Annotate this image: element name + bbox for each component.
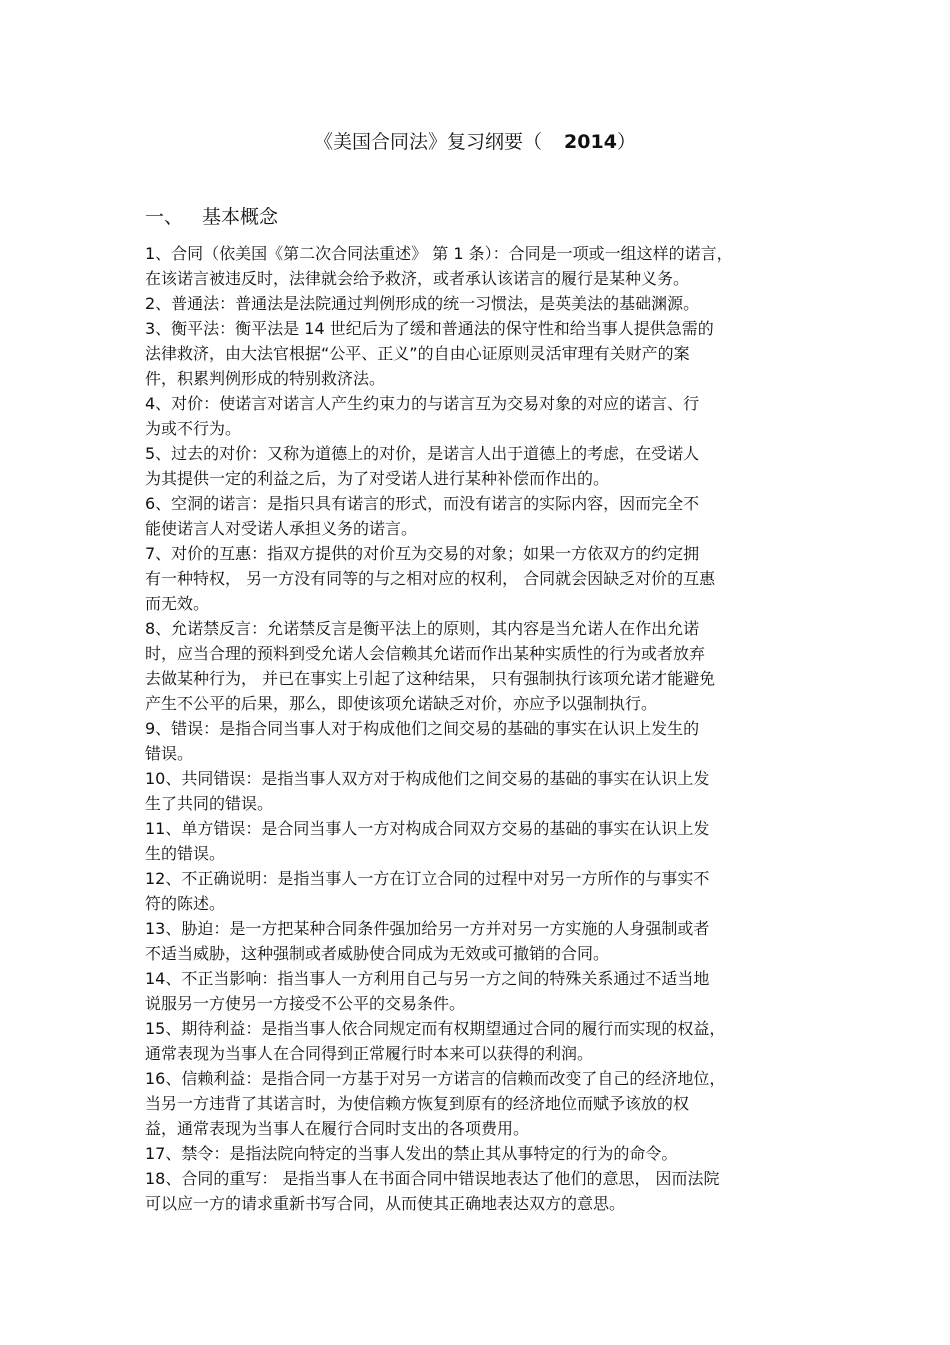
definition-line: 15、期待利益：是指当事人依合同规定而有权期望通过合同的履行而实现的权益，: [145, 1019, 726, 1038]
definition-list: [145, 241, 810, 1216]
definition-line: 益，通常表现为当事人在履行合同时支出的各项费用。: [145, 1119, 530, 1138]
definition-line: 3、衡平法：衡平法是 14 世纪后为了缓和普通法的保守性和给当事人提供急需的: [145, 319, 714, 338]
definition-entry: [145, 1141, 810, 1166]
definition-line: 生的错误。: [145, 844, 226, 863]
definition-line: 为或不行为。: [145, 419, 242, 438]
definition-line: 在该诺言被违反时，法律就会给予救济，或者承认该诺言的履行是某种义务。: [145, 269, 690, 288]
definition-line: 7、对价的互惠：指双方提供的对价互为交易的对象；如果一方依双方的约定拥: [145, 544, 700, 563]
definition-line: 5、过去的对价：又称为道德上的对价，是诺言人出于道德上的考虑，在受诺人: [145, 444, 700, 463]
section-heading: [145, 203, 278, 231]
definition-entry: [145, 866, 810, 916]
document-title-text: 《美国合同法》复习纲要（: [314, 131, 543, 153]
definition-entry: [145, 1066, 810, 1141]
definition-line: 17、禁令：是指法院向特定的当事人发出的禁止其从事特定的行为的命令。: [145, 1144, 678, 1163]
definition-line: 产生不公平的后果，那么，即使该项允诺缺乏对价，亦应予以强制执行。: [145, 694, 658, 713]
document-title-close: ）: [616, 131, 636, 153]
definition-entry: [145, 316, 810, 391]
definition-line: 法律救济，由大法官根据“公平、正义”的自由心证原则灵活审理有关财产的案: [145, 344, 690, 363]
definition-entry: [145, 616, 810, 716]
definition-line: 18、合同的重写： 是指当事人在书面合同中错误地表达了他们的意思， 因而法院: [145, 1169, 720, 1188]
definition-line: 10、共同错误：是指当事人双方对于构成他们之间交易的基础的事实在认识上发: [145, 769, 710, 788]
document-title: [0, 128, 950, 156]
definition-entry: [145, 241, 810, 291]
definition-entry: [145, 816, 810, 866]
definition-line: 生了共同的错误。: [145, 794, 274, 813]
definition-entry: [145, 391, 810, 441]
definition-line: 6、空洞的诺言：是指只具有诺言的形式，而没有诺言的实际内容，因而完全不: [145, 494, 700, 513]
definition-line: 2、普通法：普通法是法院通过判例形成的统一习惯法，是英美法的基础渊源。: [145, 294, 700, 313]
definition-line: 14、不正当影响：指当事人一方利用自己与另一方之间的特殊关系通过不适当地: [145, 969, 710, 988]
definition-entry: [145, 1016, 810, 1066]
document-title-year: 2014: [564, 131, 617, 153]
definition-line: 8、允诺禁反言：允诺禁反言是衡平法上的原则，其内容是当允诺人在作出允诺: [145, 619, 700, 638]
definition-entry: [145, 441, 810, 491]
definition-line: 1、合同（依美国《第二次合同法重述》 第 1 条）：合同是一项或一组这样的诺言，: [145, 244, 733, 263]
definition-entry: [145, 716, 810, 766]
definition-entry: [145, 916, 810, 966]
definition-line: 11、单方错误：是合同当事人一方对构成合同双方交易的基础的事实在认识上发: [145, 819, 710, 838]
definition-line: 9、错误：是指合同当事人对于构成他们之间交易的基础的事实在认识上发生的: [145, 719, 700, 738]
definition-line: 有一种特权， 另一方没有同等的与之相对应的权利， 合同就会因缺乏对价的互惠: [145, 569, 716, 588]
definition-line: 当另一方违背了其诺言时，为使信赖方恢复到原有的经济地位而赋予该放的权: [145, 1094, 690, 1113]
definition-line: 能使诺言人对受诺人承担义务的诺言。: [145, 519, 418, 538]
definition-line: 为其提供一定的利益之后，为了对受诺人进行某种补偿而作出的。: [145, 469, 610, 488]
definition-line: 不适当威胁，这种强制或者威胁使合同成为无效或可撤销的合同。: [145, 944, 610, 963]
definition-line: 通常表现为当事人在合同得到正常履行时本来可以获得的利润。: [145, 1044, 594, 1063]
definition-entry: [145, 1166, 810, 1216]
definition-entry: [145, 491, 810, 541]
definition-entry: [145, 541, 810, 616]
definition-line: 12、不正确说明：是指当事人一方在订立合同的过程中对另一方所作的与事实不: [145, 869, 710, 888]
section-title: 基本概念: [202, 206, 279, 228]
definition-line: 13、胁迫：是一方把某种合同条件强加给另一方并对另一方实施的人身强制或者: [145, 919, 710, 938]
definition-entry: [145, 291, 810, 316]
definition-line: 符的陈述。: [145, 894, 226, 913]
definition-line: 时，应当合理的预料到受允诺人会信赖其允诺而作出某种实质性的行为或者放弃: [145, 644, 706, 663]
definition-entry: [145, 966, 810, 1016]
definition-line: 16、信赖利益：是指合同一方基于对另一方诺言的信赖而改变了自己的经济地位，: [145, 1069, 726, 1088]
definition-line: 可以应一方的请求重新书写合同，从而使其正确地表达双方的意思。: [145, 1194, 626, 1213]
definition-line: 4、对价：使诺言对诺言人产生约束力的与诺言互为交易对象的对应的诺言、行: [145, 394, 700, 413]
section-number: 一、: [145, 206, 184, 228]
definition-line: 而无效。: [145, 594, 210, 613]
definition-line: 说服另一方使另一方接受不公平的交易条件。: [145, 994, 466, 1013]
definition-entry: [145, 766, 810, 816]
definition-line: 去做某种行为， 并已在事实上引起了这种结果， 只有强制执行该项允诺才能避免: [145, 669, 716, 688]
definition-line: 件，积累判例形成的特别救济法。: [145, 369, 386, 388]
definition-line: 错误。: [145, 744, 194, 763]
